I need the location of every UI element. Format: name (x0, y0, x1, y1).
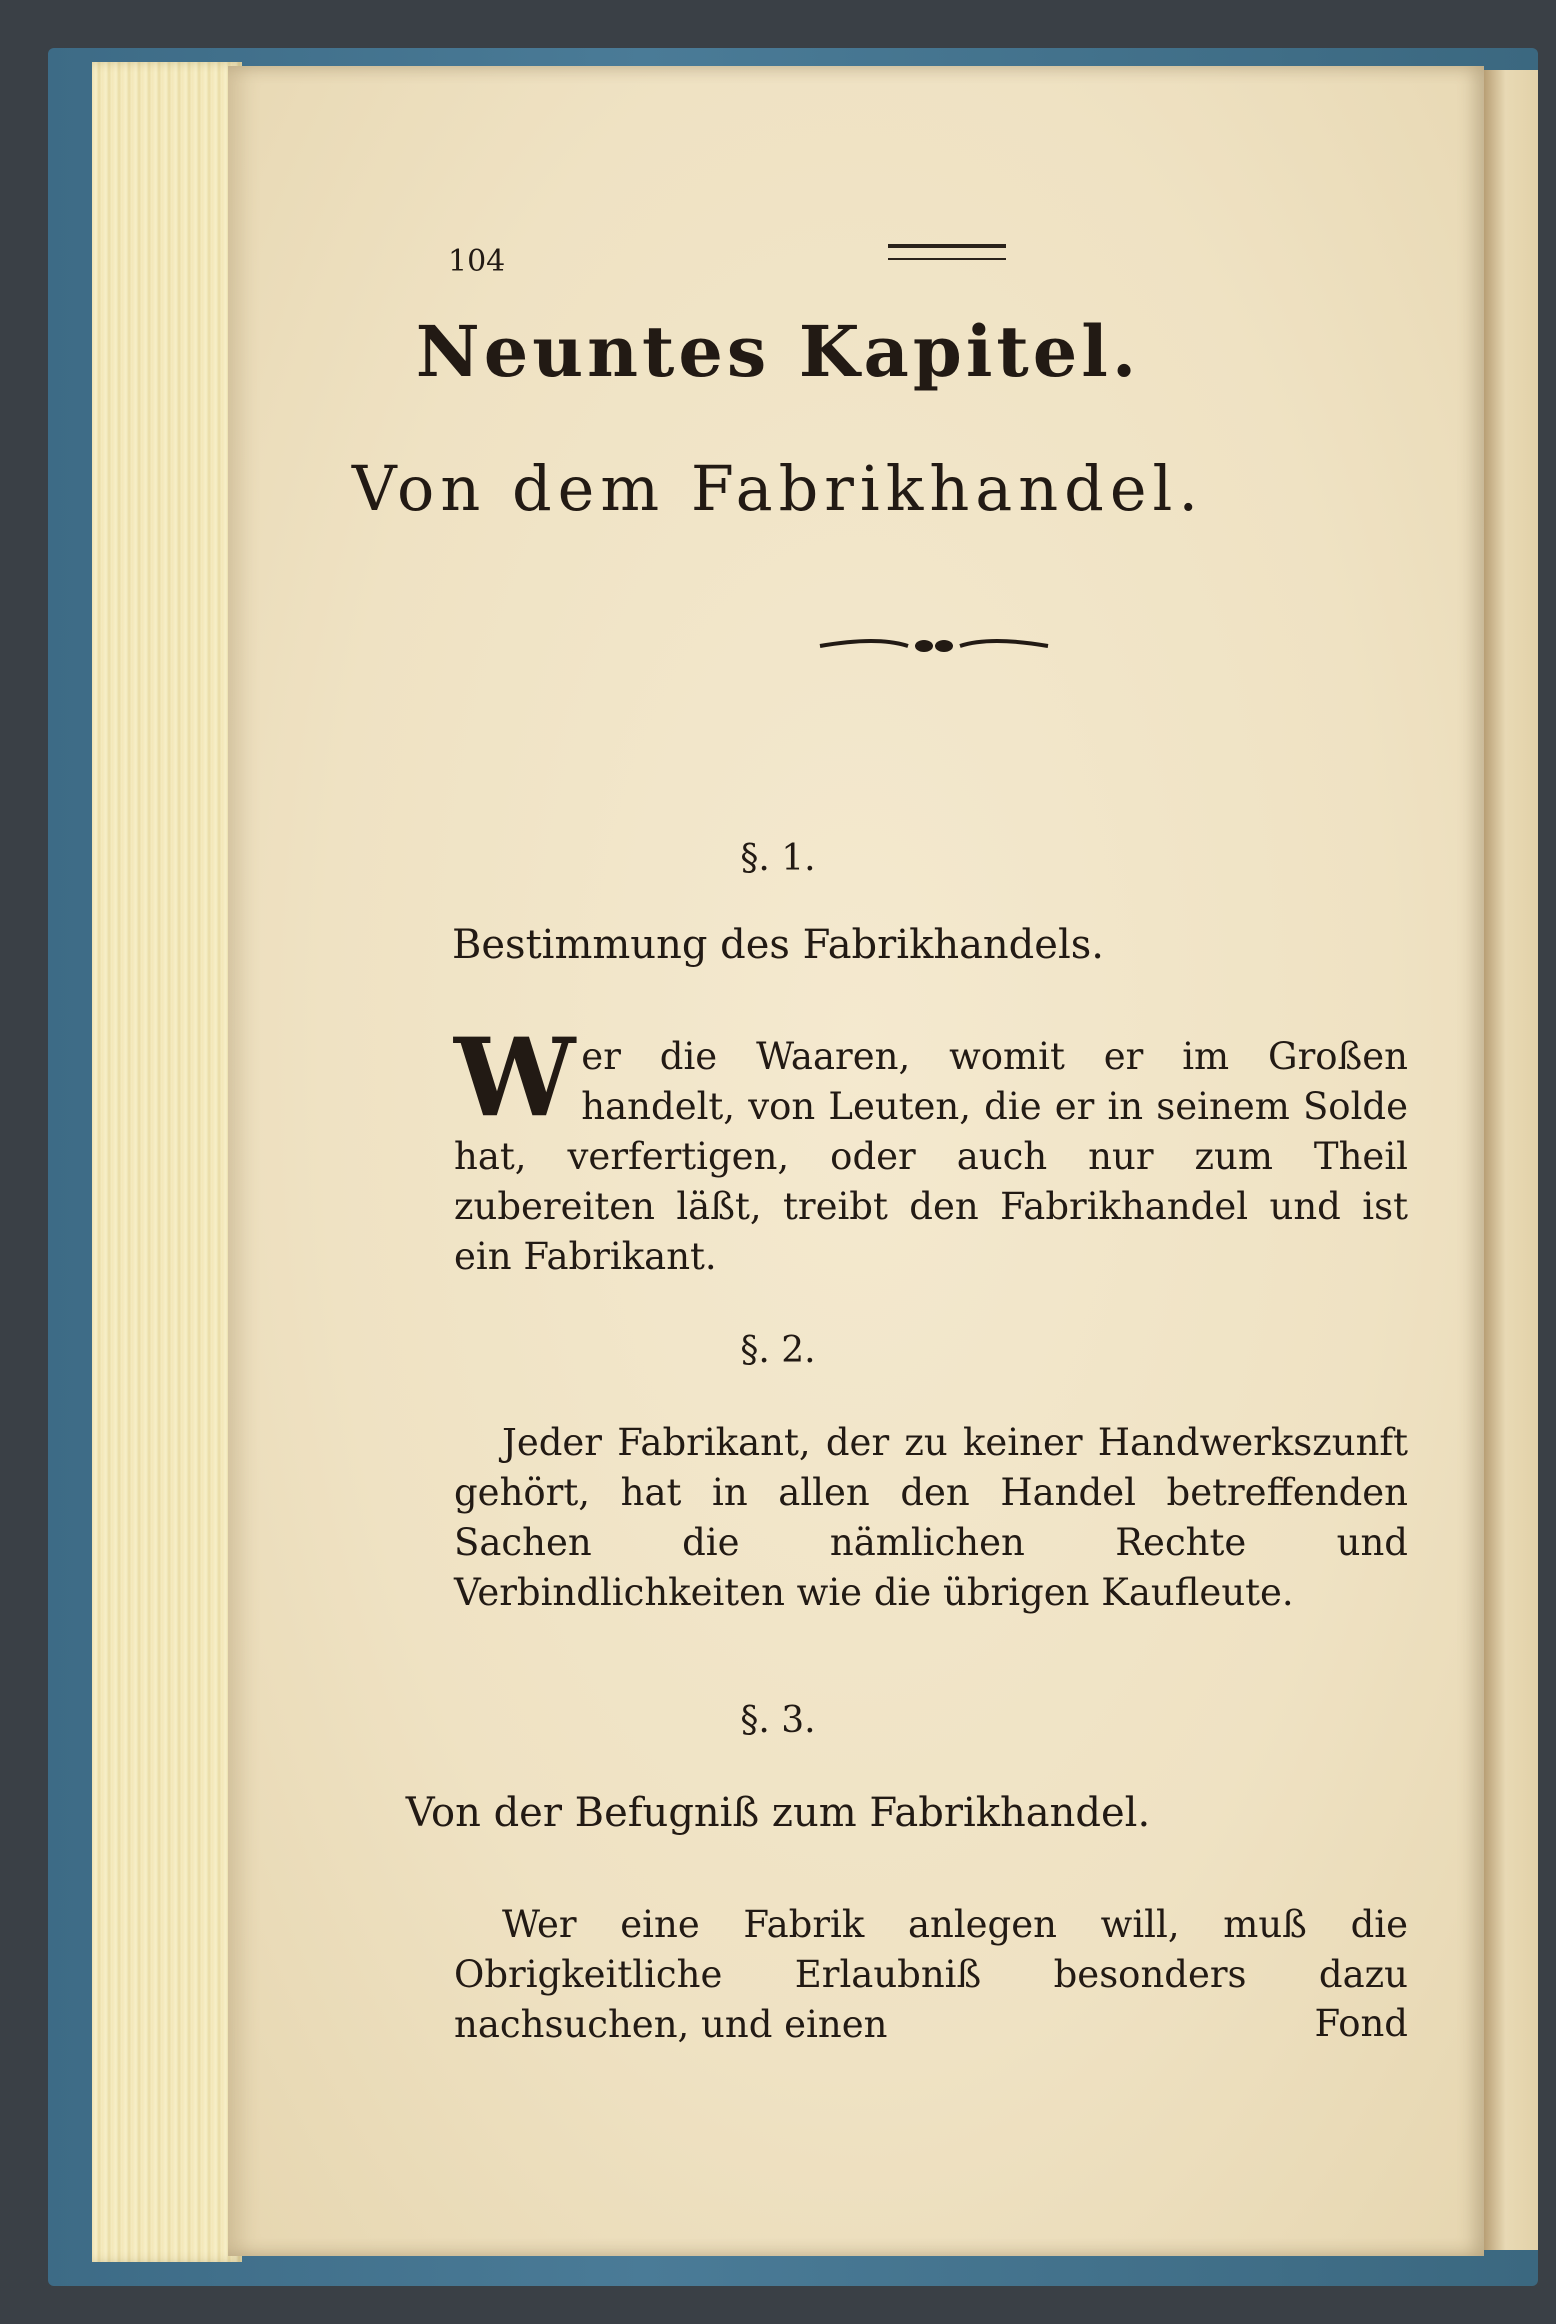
section-3-mark: §. 3. (740, 1700, 816, 1741)
header-rule (888, 244, 1006, 260)
section-2-text: Jeder Fabrikant, der zu keiner Handwerkszunft gehört, hat in allen den Handel betreffenden Sachen die nämlichen Rechte und Verbindlichkeiten wie die übrigen Kaufleute. (454, 1421, 1408, 1614)
adjacent-page-edge (1484, 70, 1538, 2250)
section-3-text: Wer eine Fabrik anlegen will, muß die Obrigkeitliche Erlaubniß besonders dazu nachsuchen, und einen (454, 1903, 1408, 2046)
chapter-title: Neuntes Kapitel. (415, 310, 1141, 393)
section-3-paragraph (454, 1900, 1408, 2050)
drop-cap: W (454, 1015, 576, 1141)
section-2-mark: §. 2. (740, 1330, 816, 1371)
section-3-heading: Von der Befugniß zum Fabrikhandel. (405, 1790, 1151, 1836)
section-2-paragraph (454, 1418, 1408, 1618)
page-number: 104 (448, 244, 506, 279)
section-1-paragraph (454, 1015, 1408, 1282)
chapter-subtitle: Von dem Fabrikhandel. (351, 452, 1205, 525)
section-1-mark: §. 1. (740, 838, 816, 879)
section-1-text: er die Waaren, womit er im Großen handelt, von Leuten, die er in seinem Solde hat, verfertigen, oder auch nur zum Theil zubereiten läßt, treibt den Fabrikhandel und ist ein Fabrikant. (454, 1035, 1408, 1278)
section-1-heading: Bestimmung des Fabrikhandels. (451, 922, 1104, 968)
ornament-divider (818, 632, 1050, 660)
catchword: Fond (1314, 2002, 1408, 2045)
